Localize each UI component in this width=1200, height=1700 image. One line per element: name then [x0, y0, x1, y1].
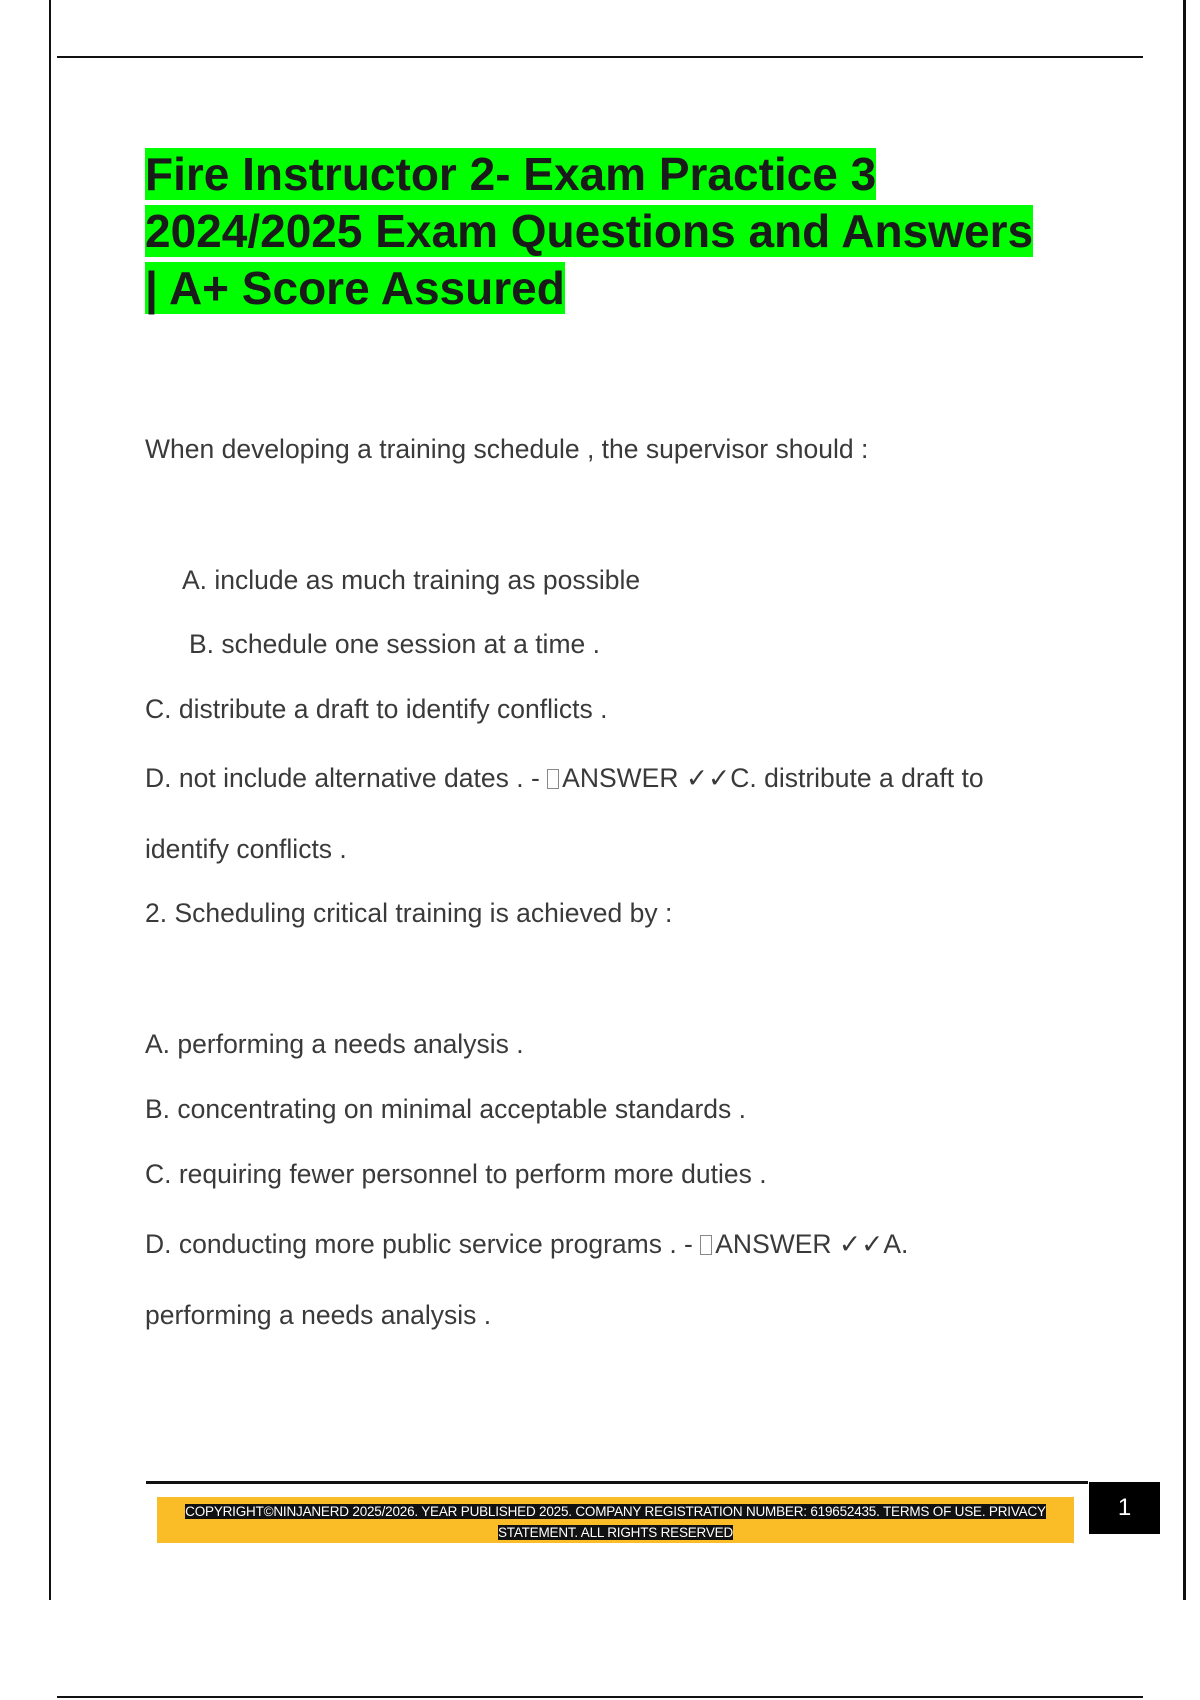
checkbox-glyph-icon: [700, 1235, 712, 1255]
question-2-option-c: C. requiring fewer personnel to perform more duties .: [145, 1159, 767, 1189]
footer-copyright: [157, 1501, 1074, 1543]
question-2-option-d-line: [145, 1228, 908, 1260]
footer-line-1: COPYRIGHT©NINJANERD 2025/2026. YEAR PUBLISHED 2025. COMPANY REGISTRATION NUMBER: 619652435. TERMS OF USE. PRIVACY: [185, 1504, 1046, 1519]
question-1-option-d-line: [145, 762, 984, 794]
question-2-option-d: D. conducting more public service programs . -: [145, 1229, 701, 1259]
question-2-option-a: A. performing a needs analysis .: [145, 1029, 524, 1059]
document-title: [145, 146, 1145, 317]
question-2-prompt: 2. Scheduling critical training is achieved by :: [145, 898, 673, 928]
question-1-answer: ANSWER ✓✓C. distribute a draft to: [562, 763, 984, 793]
checkbox-glyph-icon: [547, 769, 559, 789]
footer-line-2: STATEMENT. ALL RIGHTS RESERVED: [497, 1525, 734, 1540]
question-1-option-c: C. distribute a draft to identify conflicts .: [145, 694, 608, 724]
footer-rule: [146, 1481, 1088, 1484]
question-2-answer: ANSWER ✓✓A.: [715, 1229, 909, 1259]
title-line-2: 2024/2025 Exam Questions and Answers: [145, 205, 1034, 257]
page-number: 1: [1089, 1482, 1160, 1534]
page-border-right: [1183, 0, 1186, 1600]
question-1-option-a: A. include as much training as possible: [182, 565, 641, 595]
question-1-answer-continued: identify conflicts .: [145, 834, 347, 864]
title-line-3: | A+ Score Assured: [145, 262, 565, 314]
page-border-left: [49, 0, 51, 1600]
title-line-1: Fire Instructor 2- Exam Practice 3: [145, 148, 877, 200]
top-rule: [57, 56, 1143, 58]
question-2-option-b: B. concentrating on minimal acceptable standards .: [145, 1094, 746, 1124]
bottom-rule: [57, 1696, 1143, 1698]
question-2-answer-continued: performing a needs analysis .: [145, 1300, 492, 1330]
question-1-option-d: D. not include alternative dates . -: [145, 763, 548, 793]
question-1-prompt: When developing a training schedule , the supervisor should :: [145, 434, 869, 464]
question-1-option-b: B. schedule one session at a time .: [189, 629, 600, 659]
